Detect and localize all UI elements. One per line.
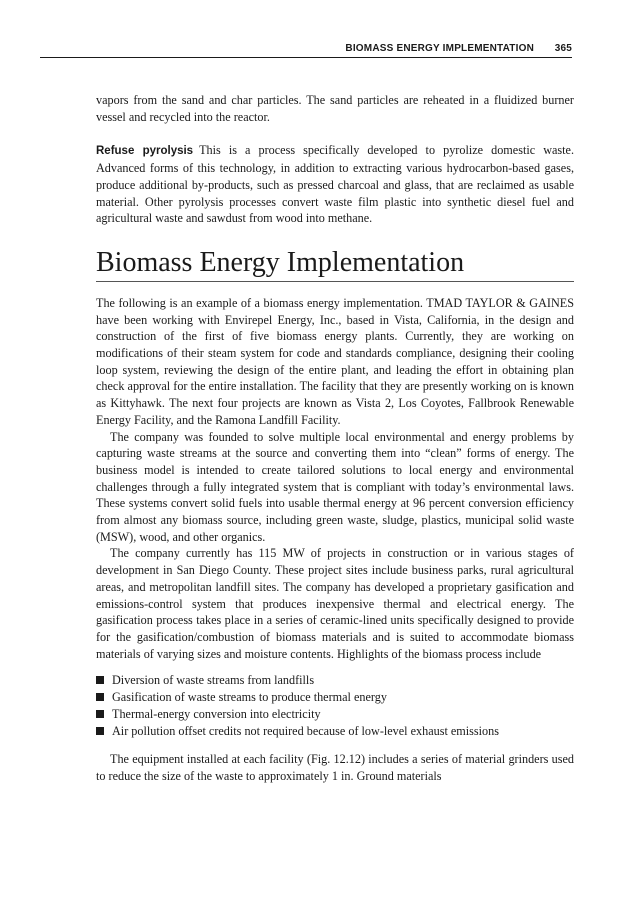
list-item: Diversion of waste streams from landfills <box>96 672 574 689</box>
square-bullet-icon <box>96 676 104 684</box>
square-bullet-icon <box>96 693 104 701</box>
body-paragraph-1: The following is an example of a biomass energy implementation. TMAD TAYLOR & GAINES have been working with Envirepel Energy, Inc., based in Vista, California, in the design and construction of the first of five biomass energy plants. Currently, they are working on modifications of their steam system for code and standards compliance, designing their cooling loop system, reviewing the design of the entire plant, and leading the effort in obtaining plan check approval for the entire installation. The facility that they are presently working on is known as Kittyhawk. The next four projects are known as Vista 2, Los Coyotes, Fallbrook Renewable Energy Facility, and the Ramona Landfill Facility. <box>96 295 574 427</box>
run-in-heading: Refuse pyrolysis <box>96 145 194 158</box>
list-item: Thermal-energy conversion into electricity <box>96 706 574 723</box>
body-paragraph-3: The company currently has 115 MW of projects in construction or in various stages of development in San Diego County. These project sites include business parks, rural agricultural areas, and metropolitan landfill sites. The company has developed a proprietary gasification and emissions-control system that produces inexpensive thermal and electrical energy. The gasification process takes place in a series of ceramic-lined units specifically designed to provide for the gasification/combustion of biomass materials and is suited to accommodate biomass materials of varying sizes and moisture contents. Highlights of the biomass process include <box>96 546 574 661</box>
refuse-pyrolysis-paragraph <box>96 142 574 227</box>
highlights-list <box>96 672 574 739</box>
body-paragraph-2: The company was founded to solve multiple local environmental and energy problems by capturing waste streams at the source and converting them into “clean” forms of energy. The business model is intended to create tailored solutions to local energy and environmental challenges through a fully integrated system that is compliant with today’s environmental laws. These systems convert solid fuels into usable thermal energy at 96 percent conversion efficiency from almost any biomass source, including green waste, sludge, plastics, municipal solid waste (MSW), wood, and other organics. <box>96 429 574 544</box>
closing-paragraph: The equipment installed at each facility (Fig. 12.12) includes a series of material grinders used to reduce the size of the waste to approximately 1 in. Ground materials <box>96 752 574 783</box>
intro-paragraph: vapors from the sand and char particles. The sand particles are reheated in a fluidized burner vessel and recycled into the reactor. <box>96 93 574 124</box>
running-head <box>40 42 572 58</box>
page-number: 365 <box>554 43 572 54</box>
list-item: Gasification of waste streams to produce thermal energy <box>96 689 574 706</box>
page-body <box>96 92 574 785</box>
refuse-pyrolysis-text: This is a process specifically developed to pyrolize domestic waste. Advanced forms of this technology, in addition to extracting various hydrocarbon-based gases, produce additional by-products, such as pressed charcoal and glass, that are reclaimed as usable material. Other pyrolysis processes convert waste film plastic into synthetic diesel fuel and agricultural waste and sawdust from wood into methane. <box>96 143 574 226</box>
running-head-title: BIOMASS ENERGY IMPLEMENTATION <box>345 43 534 54</box>
section-heading: Biomass Energy Implementation <box>96 247 574 282</box>
list-item: Air pollution offset credits not required because of low-level exhaust emissions <box>96 723 574 740</box>
square-bullet-icon <box>96 710 104 718</box>
square-bullet-icon <box>96 727 104 735</box>
